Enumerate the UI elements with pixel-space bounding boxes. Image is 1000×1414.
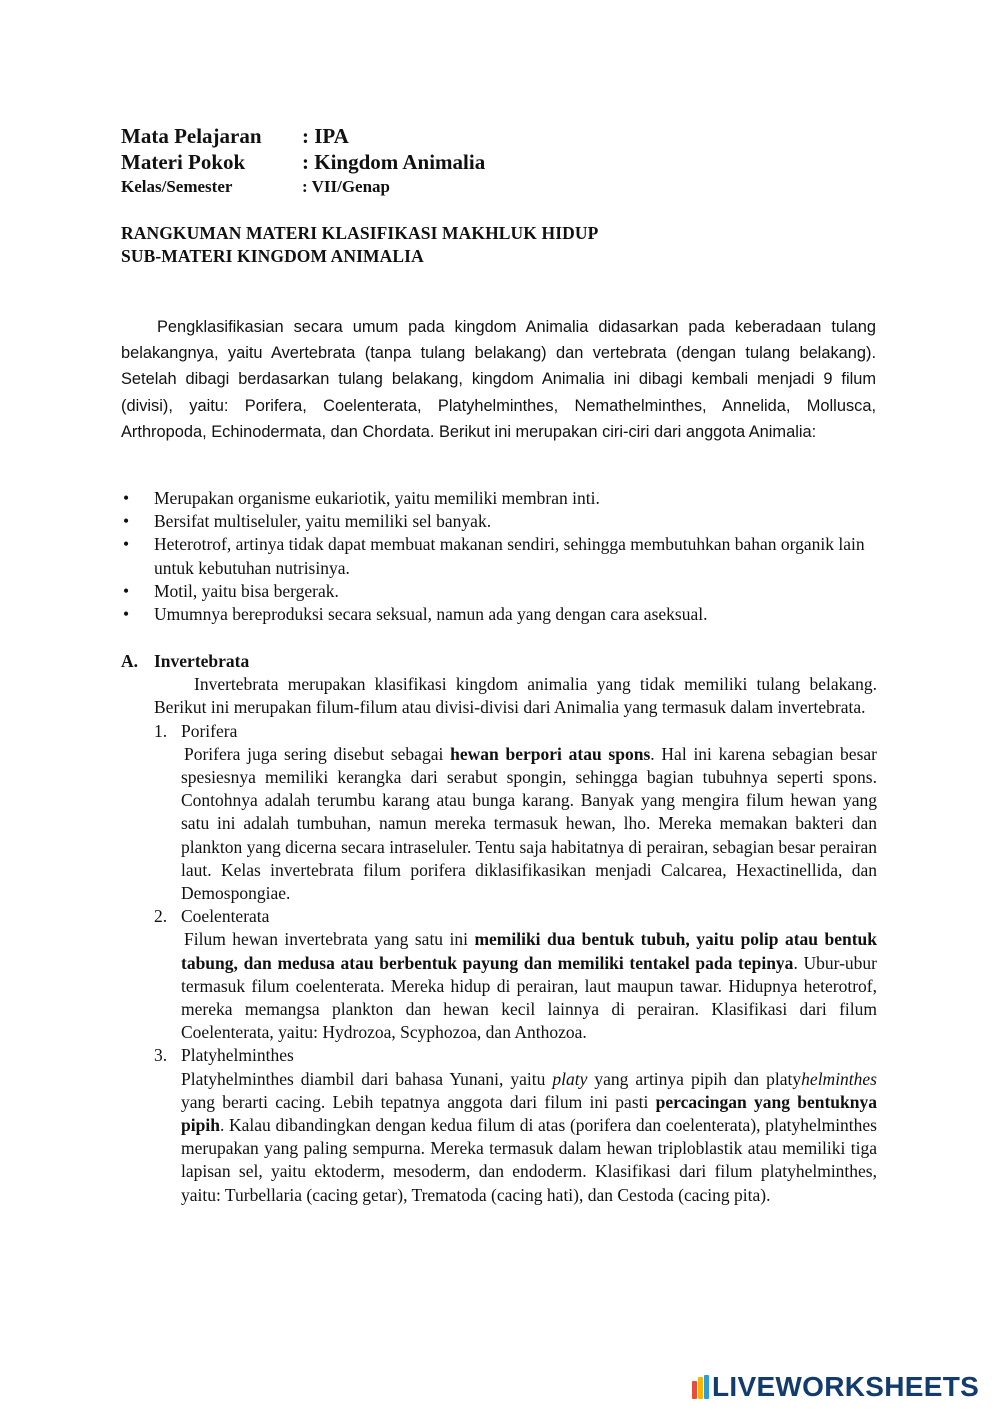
liveworksheets-wordmark: LIVEWORKSHEETS xyxy=(712,1371,980,1402)
phylum-heading: 1. Porifera xyxy=(154,720,877,743)
list-item: • Motil, yaitu bisa bergerak. xyxy=(121,580,881,603)
topic-label: Materi Pokok xyxy=(121,150,246,174)
phylum-porifera xyxy=(154,720,877,906)
class-value: : VII/Genap xyxy=(302,177,391,196)
class-row xyxy=(121,177,390,197)
section-intro: Invertebrata merupakan klasifikasi kingdom animalia yang tidak memiliki tulang belakang. Berikut ini merupakan filum-filum atau divisi-divisi dari Animalia yang termasuk dalam invertebrata. xyxy=(154,674,877,718)
list-item: • Merupakan organisme eukariotik, yaitu memiliki membran inti. xyxy=(121,487,881,510)
phylum-title: Coelenterata xyxy=(181,906,270,927)
phylum-title: Porifera xyxy=(181,720,238,741)
characteristics-list xyxy=(121,487,881,626)
class-label: Kelas/Semester xyxy=(121,177,233,196)
list-item: • Umumnya bereproduksi secara seksual, namun ada yang dengan cara aseksual. xyxy=(121,603,881,626)
document-title: RANGKUMAN MATERI KLASIFIKASI MAKHLUK HIDUP xyxy=(121,223,599,243)
phylum-heading: 3. Platyhelminthes xyxy=(154,1044,877,1067)
subject-value: : IPA xyxy=(302,124,349,148)
phylum-title: Platyhelminthes xyxy=(181,1045,294,1066)
subject-label: Mata Pelajaran xyxy=(121,124,262,148)
section-invertebrata xyxy=(121,650,881,1207)
intro-paragraph: Pengklasifikasian secara umum pada kingdom Animalia didasarkan pada keberadaan tulang belakangnya, yaitu Avertebrata (tanpa tulang belakang) dan vertebrata (dengan tulang belakang). Setelah dibagi berdasarkan tulang belakang, kingdom Animalia ini dibagi kembali menjadi 9 filum (divisi), yaitu: Porifera, Coelenterata, Platyhelminthes, Nemathelminthes, Annelida, Mollusca, Arthropoda, Echinodermata, dan Chordata. Berikut ini merupakan ciri-ciri dari anggota Animalia: xyxy=(121,318,876,441)
list-item: • Bersifat multiseluler, yaitu memiliki sel banyak. xyxy=(121,510,881,533)
document-subtitle: SUB-MATERI KINGDOM ANIMALIA xyxy=(121,246,424,266)
liveworksheets-logo xyxy=(692,1370,979,1404)
section-title: Invertebrata xyxy=(154,651,250,671)
list-item: • Heterotrof, artinya tidak dapat membuat makanan sendiri, sehingga membutuhkan bahan organik lain untuk kebutuhan nutrisinya. xyxy=(121,533,881,579)
phylum-description: Platyhelminthes diambil dari bahasa Yunani, yaitu platy yang artinya pipih dan platyhelminthes yang berarti cacing. Lebih tepatnya anggota dari filum ini pasti percacingan yang bentuknya pipih. Kalau dibandingkan dengan kedua filum di atas (porifera dan coelenterata), platyhelminthes merupakan yang paling sempurna. Mereka termasuk dalam hewan triploblastik atau memiliki tiga lapisan sel, yaitu ektoderm, mesoderm, dan endoderm. Klasifikasi dari filum platyhelminthes, yaitu: Turbellaria (cacing getar), Trematoda (cacing hati), dan Cestoda (cacing pita). xyxy=(181,1068,877,1205)
phylum-heading: 2. Coelenterata xyxy=(154,905,877,928)
subject-row xyxy=(121,124,349,149)
section-number: A. xyxy=(121,651,139,671)
topic-row xyxy=(121,150,485,175)
phylum-coelenterata xyxy=(154,905,877,1044)
liveworksheets-mark-icon xyxy=(692,1375,710,1399)
section-heading xyxy=(121,650,881,673)
phylum-description: Filum hewan invertebrata yang satu ini memiliki dua bentuk tubuh, yaitu polip atau bentuk tabung, dan medusa atau berbentuk payung dan memiliki tentakel pada tepinya. Ubur-ubur termasuk filum coelenterata. Mereka hidup di perairan, laut maupun tawar. Hidupnya heterotrof, mereka memangsa plankton dan hewan kecil lainnya di perairan. Klasifikasi dari filum Coelenterata, yaitu: Hydrozoa, Scyphozoa, dan Anthozoa. xyxy=(181,929,878,1043)
phylum-platyhelminthes xyxy=(154,1044,877,1206)
topic-value: : Kingdom Animalia xyxy=(302,150,486,174)
phylum-description: Porifera juga sering disebut sebagai hewan berpori atau spons. Hal ini karena sebagian besar spesiesnya memiliki kerangka dari serabut spongin, sehingga bagian tubuhnya seperti spons. Contohnya adalah terumbu karang atau bunga karang. Banyak yang mengira filum hewan yang satu ini adalah tumbuhan, namun mereka termasuk hewan, lho. Mereka memakan bakteri dan plankton yang dicerna secara intraseluler. Tentu saja habitatnya di perairan, sebagian besar perairan laut. Kelas invertebrata filum porifera diklasifikasikan menjadi Calcarea, Hexactinellida, dan Demospongiae. xyxy=(181,743,877,904)
